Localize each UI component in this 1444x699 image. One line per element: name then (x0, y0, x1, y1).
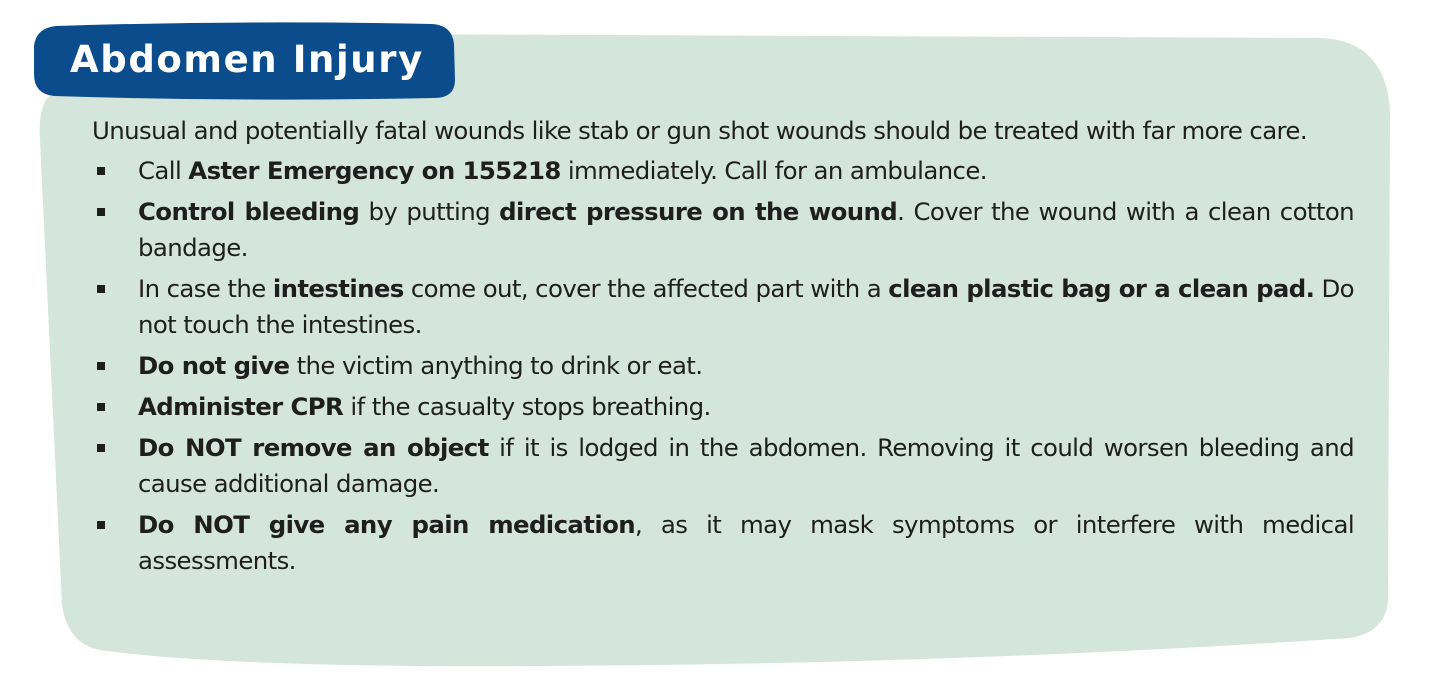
text-run: Do not touch the intestines. (138, 274, 1354, 339)
text-run: come out, cover the affected part with a (403, 274, 889, 303)
intro-paragraph: Unusual and potentially fatal wounds like stab or gun shot wounds should be treated with far more care. (92, 116, 1307, 145)
list-item (92, 271, 1354, 343)
text-run: . Cover the wound with a clean cotton bandage. (138, 197, 1355, 262)
bold-text: Do NOT remove an object (138, 433, 489, 462)
square-bullet-icon (97, 362, 105, 370)
square-bullet-icon (97, 521, 105, 529)
text-run: immediately. Call for an ambulance. (560, 156, 987, 185)
square-bullet-icon (97, 285, 105, 293)
list-item (92, 194, 1354, 266)
bold-text: intestines (272, 274, 404, 303)
text-run: if the casualty stops breathing. (343, 392, 711, 421)
square-bullet-icon (97, 208, 105, 216)
list-item (92, 430, 1354, 502)
bold-text: Do NOT give any pain medication (138, 510, 636, 539)
first-aid-steps-list (92, 153, 1354, 579)
square-bullet-icon (97, 403, 105, 411)
text-run: if it is lodged in the abdomen. Removing it could worsen bleeding and cause additional damage. (138, 433, 1355, 498)
bold-text: direct pressure on the wound (499, 197, 898, 226)
list-item (92, 389, 1354, 425)
section-title: Abdomen Injury (70, 38, 424, 81)
list-item (92, 507, 1354, 579)
text-run: In case the (138, 274, 273, 303)
text-run: , as it may mask symptoms or interfere with medical assessments. (138, 510, 1355, 575)
square-bullet-icon (97, 167, 105, 175)
bold-text: Administer CPR (138, 392, 344, 421)
text-run: Call (138, 156, 189, 185)
bold-text: clean plastic bag or a clean pad. (888, 274, 1315, 303)
bold-text: Do not give (138, 351, 290, 380)
bold-text: Control bleeding (138, 197, 360, 226)
list-item (92, 153, 1354, 189)
text-run: the victim anything to drink or eat. (289, 351, 703, 380)
list-item (92, 348, 1354, 384)
text-run: by putting (359, 197, 500, 226)
square-bullet-icon (97, 444, 105, 452)
bold-text: Aster Emergency on 155218 (188, 156, 561, 185)
card-content (92, 113, 1354, 584)
